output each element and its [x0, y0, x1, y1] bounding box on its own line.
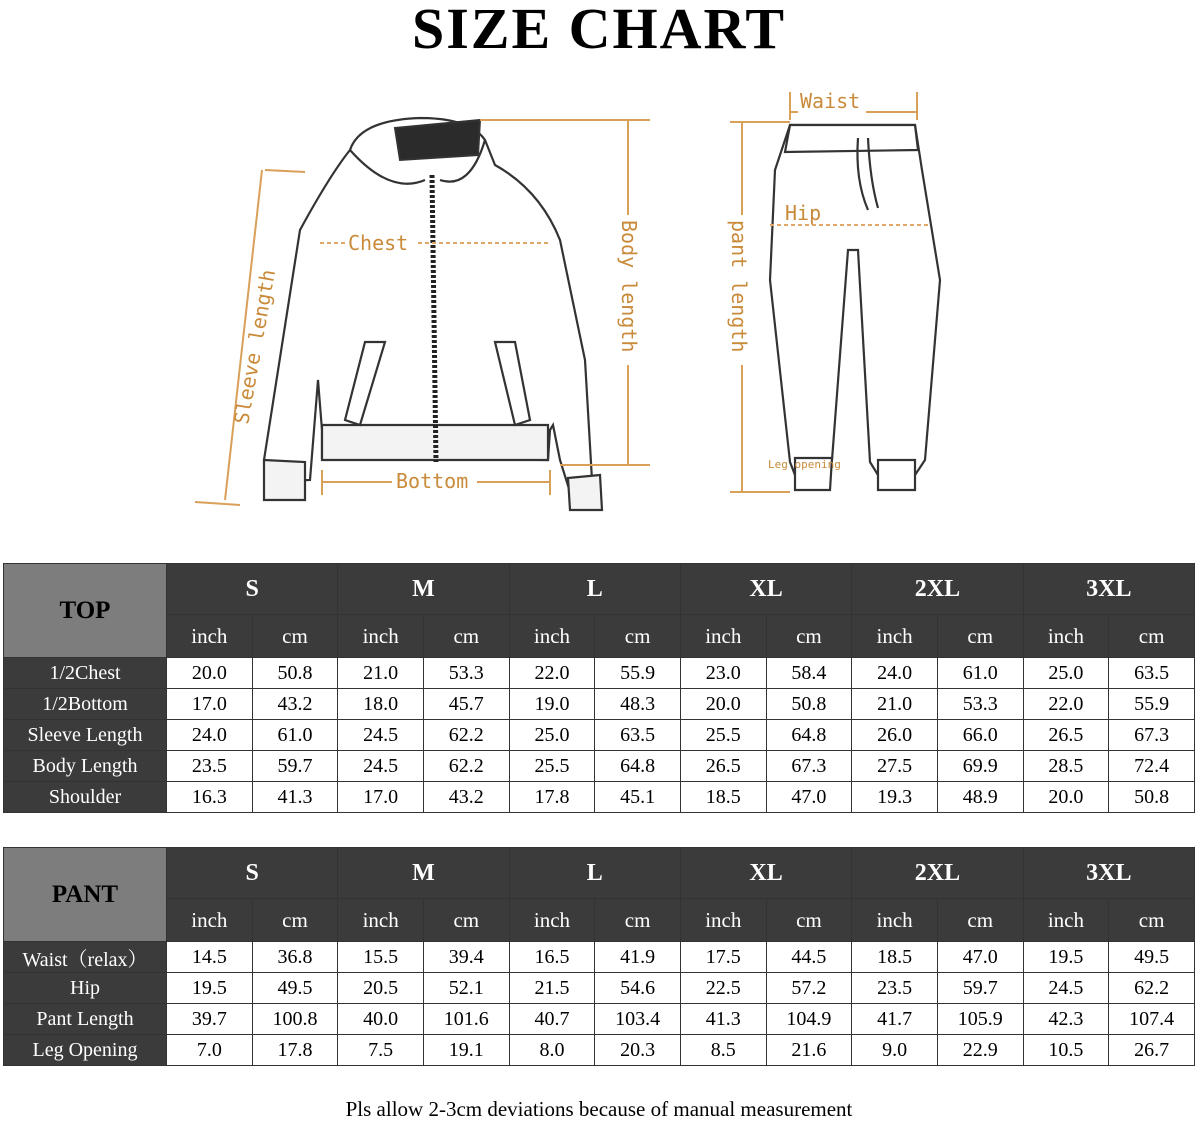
row-label: 1/2Bottom — [4, 689, 167, 720]
table-cell: 20.3 — [595, 1035, 681, 1066]
table-cell: 47.0 — [937, 942, 1023, 973]
table-cell: 8.0 — [509, 1035, 595, 1066]
table-cell: 16.5 — [509, 942, 595, 973]
table-cell: 61.0 — [252, 720, 338, 751]
table-cell: 64.8 — [595, 751, 681, 782]
table-cell: 24.0 — [167, 720, 253, 751]
table-cell: 16.3 — [167, 782, 253, 813]
table-cell: 44.5 — [766, 942, 852, 973]
table-cell: 59.7 — [937, 973, 1023, 1004]
table-cell: 17.0 — [167, 689, 253, 720]
table-cell: 22.9 — [937, 1035, 1023, 1066]
unit-header-inch: inch — [680, 899, 766, 942]
unit-header-cm: cm — [595, 899, 681, 942]
table-cell: 17.8 — [509, 782, 595, 813]
table-cell: 39.4 — [423, 942, 509, 973]
table-cell: 41.7 — [852, 1004, 938, 1035]
table-cell: 8.5 — [680, 1035, 766, 1066]
table-cell: 10.5 — [1023, 1035, 1109, 1066]
unit-header-cm: cm — [252, 615, 338, 658]
pants-drawing — [770, 125, 940, 490]
table-row — [4, 689, 1195, 720]
top-size-table — [3, 563, 1195, 813]
table-cell: 105.9 — [937, 1004, 1023, 1035]
table-cell: 36.8 — [252, 942, 338, 973]
table-cell: 42.3 — [1023, 1004, 1109, 1035]
table-cell: 58.4 — [766, 658, 852, 689]
table-cell: 100.8 — [252, 1004, 338, 1035]
unit-header-cm: cm — [937, 615, 1023, 658]
table-cell: 23.5 — [852, 973, 938, 1004]
table-row — [4, 751, 1195, 782]
garment-illustration — [0, 80, 1198, 520]
table-cell: 54.6 — [595, 973, 681, 1004]
waist-label: Waist — [800, 89, 861, 113]
table-cell: 17.0 — [338, 782, 424, 813]
unit-header-cm: cm — [766, 615, 852, 658]
sleeve-length-label: Sleeve length — [229, 267, 281, 426]
table-cell: 19.0 — [509, 689, 595, 720]
table-cell: 21.0 — [852, 689, 938, 720]
size-header: M — [338, 564, 509, 615]
table-cell: 19.5 — [1023, 942, 1109, 973]
table-cell: 101.6 — [423, 1004, 509, 1035]
table-cell: 26.5 — [680, 751, 766, 782]
table-cell: 63.5 — [1109, 658, 1195, 689]
row-label: 1/2Chest — [4, 658, 167, 689]
table-cell: 15.5 — [338, 942, 424, 973]
row-label: Body Length — [4, 751, 167, 782]
table-cell: 18.0 — [338, 689, 424, 720]
page-title: SIZE CHART — [411, 0, 787, 61]
table-cell: 104.9 — [766, 1004, 852, 1035]
table-cell: 50.8 — [766, 689, 852, 720]
table-cell: 49.5 — [1109, 942, 1195, 973]
unit-header-cm: cm — [1109, 615, 1195, 658]
table-cell: 23.5 — [167, 751, 253, 782]
unit-header-inch: inch — [338, 899, 424, 942]
table-cell: 61.0 — [937, 658, 1023, 689]
table-cell: 48.9 — [937, 782, 1023, 813]
size-header: L — [509, 848, 680, 899]
table-cell: 27.5 — [852, 751, 938, 782]
table-cell: 24.5 — [338, 720, 424, 751]
unit-header-inch: inch — [852, 615, 938, 658]
table-cell: 53.3 — [937, 689, 1023, 720]
table-cell: 55.9 — [595, 658, 681, 689]
table-cell: 63.5 — [595, 720, 681, 751]
table-cell: 43.2 — [252, 689, 338, 720]
size-header: L — [509, 564, 680, 615]
size-header: 2XL — [852, 848, 1023, 899]
table-cell: 19.5 — [167, 973, 253, 1004]
table-cell: 24.0 — [852, 658, 938, 689]
table-cell: 41.9 — [595, 942, 681, 973]
table-row — [4, 942, 1195, 973]
table-cell: 50.8 — [252, 658, 338, 689]
unit-header-inch: inch — [509, 615, 595, 658]
table-cell: 20.0 — [167, 658, 253, 689]
table-cell: 20.5 — [338, 973, 424, 1004]
table-cell: 52.1 — [423, 973, 509, 1004]
table-cell: 26.5 — [1023, 720, 1109, 751]
unit-header-cm: cm — [766, 899, 852, 942]
table-heading: PANT — [4, 848, 167, 942]
size-header: 3XL — [1023, 848, 1194, 899]
bottom-label: Bottom — [396, 469, 469, 493]
table-cell: 22.0 — [1023, 689, 1109, 720]
table-cell: 21.6 — [766, 1035, 852, 1066]
table-cell: 23.0 — [680, 658, 766, 689]
table-cell: 67.3 — [1109, 720, 1195, 751]
pant-size-table — [3, 847, 1195, 1066]
leg-opening-label: Leg opening — [768, 458, 841, 471]
table-cell: 19.3 — [852, 782, 938, 813]
unit-header-inch: inch — [1023, 615, 1109, 658]
table-cell: 25.0 — [509, 720, 595, 751]
row-label: Pant Length — [4, 1004, 167, 1035]
table-cell: 64.8 — [766, 720, 852, 751]
size-header: S — [167, 564, 338, 615]
unit-header-inch: inch — [1023, 899, 1109, 942]
unit-header-inch: inch — [509, 899, 595, 942]
table-cell: 53.3 — [423, 658, 509, 689]
table-cell: 48.3 — [595, 689, 681, 720]
unit-header-cm: cm — [937, 899, 1023, 942]
table-cell: 40.7 — [509, 1004, 595, 1035]
table-cell: 49.5 — [252, 973, 338, 1004]
table-cell: 103.4 — [595, 1004, 681, 1035]
size-header: S — [167, 848, 338, 899]
pant-length-label: pant length — [727, 220, 751, 353]
table-cell: 50.8 — [1109, 782, 1195, 813]
unit-header-inch: inch — [680, 615, 766, 658]
unit-header-cm: cm — [423, 899, 509, 942]
table-row — [4, 973, 1195, 1004]
table-cell: 59.7 — [252, 751, 338, 782]
table-cell: 22.5 — [680, 973, 766, 1004]
table-cell: 55.9 — [1109, 689, 1195, 720]
size-header: XL — [680, 848, 851, 899]
table-cell: 28.5 — [1023, 751, 1109, 782]
row-label: Waist（relax） — [4, 942, 167, 973]
table-cell: 17.8 — [252, 1035, 338, 1066]
table-cell: 107.4 — [1109, 1004, 1195, 1035]
table-cell: 66.0 — [937, 720, 1023, 751]
table-cell: 25.0 — [1023, 658, 1109, 689]
table-row — [4, 658, 1195, 689]
table-cell: 41.3 — [252, 782, 338, 813]
table-cell: 24.5 — [338, 751, 424, 782]
table-cell: 67.3 — [766, 751, 852, 782]
table-row — [4, 1035, 1195, 1066]
unit-header-inch: inch — [338, 615, 424, 658]
row-label: Hip — [4, 973, 167, 1004]
table-cell: 7.0 — [167, 1035, 253, 1066]
size-header: M — [338, 848, 509, 899]
table-cell: 62.2 — [1109, 973, 1195, 1004]
table-cell: 43.2 — [423, 782, 509, 813]
unit-header-inch: inch — [167, 615, 253, 658]
body-length-label: Body length — [617, 220, 641, 353]
size-header: 2XL — [852, 564, 1023, 615]
table-cell: 25.5 — [680, 720, 766, 751]
table-cell: 41.3 — [680, 1004, 766, 1035]
table-cell: 45.1 — [595, 782, 681, 813]
unit-header-inch: inch — [167, 899, 253, 942]
unit-header-cm: cm — [252, 899, 338, 942]
table-cell: 45.7 — [423, 689, 509, 720]
chest-label: Chest — [348, 231, 409, 255]
table-row — [4, 1004, 1195, 1035]
unit-header-cm: cm — [423, 615, 509, 658]
table-cell: 19.1 — [423, 1035, 509, 1066]
table-cell: 7.5 — [338, 1035, 424, 1066]
table-cell: 62.2 — [423, 751, 509, 782]
row-label: Sleeve Length — [4, 720, 167, 751]
table-cell: 62.2 — [423, 720, 509, 751]
jacket-drawing — [264, 118, 602, 510]
table-cell: 72.4 — [1109, 751, 1195, 782]
table-cell: 9.0 — [852, 1035, 938, 1066]
table-cell: 21.5 — [509, 973, 595, 1004]
size-header: 3XL — [1023, 564, 1194, 615]
table-cell: 57.2 — [766, 973, 852, 1004]
unit-header-cm: cm — [595, 615, 681, 658]
table-cell: 47.0 — [766, 782, 852, 813]
table-cell: 24.5 — [1023, 973, 1109, 1004]
table-cell: 18.5 — [852, 942, 938, 973]
table-row — [4, 720, 1195, 751]
table-cell: 21.0 — [338, 658, 424, 689]
measurement-note: Pls allow 2-3cm deviations because of manual measurement — [345, 1097, 853, 1121]
table-cell: 20.0 — [1023, 782, 1109, 813]
unit-header-inch: inch — [852, 899, 938, 942]
table-heading: TOP — [4, 564, 167, 658]
hip-label: Hip — [785, 201, 822, 225]
table-cell: 40.0 — [338, 1004, 424, 1035]
unit-header-cm: cm — [1109, 899, 1195, 942]
table-cell: 26.7 — [1109, 1035, 1195, 1066]
row-label: Shoulder — [4, 782, 167, 813]
size-header: XL — [680, 564, 851, 615]
table-cell: 22.0 — [509, 658, 595, 689]
table-cell: 18.5 — [680, 782, 766, 813]
table-cell: 20.0 — [680, 689, 766, 720]
row-label: Leg Opening — [4, 1035, 167, 1066]
table-cell: 26.0 — [852, 720, 938, 751]
table-cell: 14.5 — [167, 942, 253, 973]
table-cell: 39.7 — [167, 1004, 253, 1035]
table-cell: 25.5 — [509, 751, 595, 782]
table-cell: 69.9 — [937, 751, 1023, 782]
table-cell: 17.5 — [680, 942, 766, 973]
table-row — [4, 782, 1195, 813]
